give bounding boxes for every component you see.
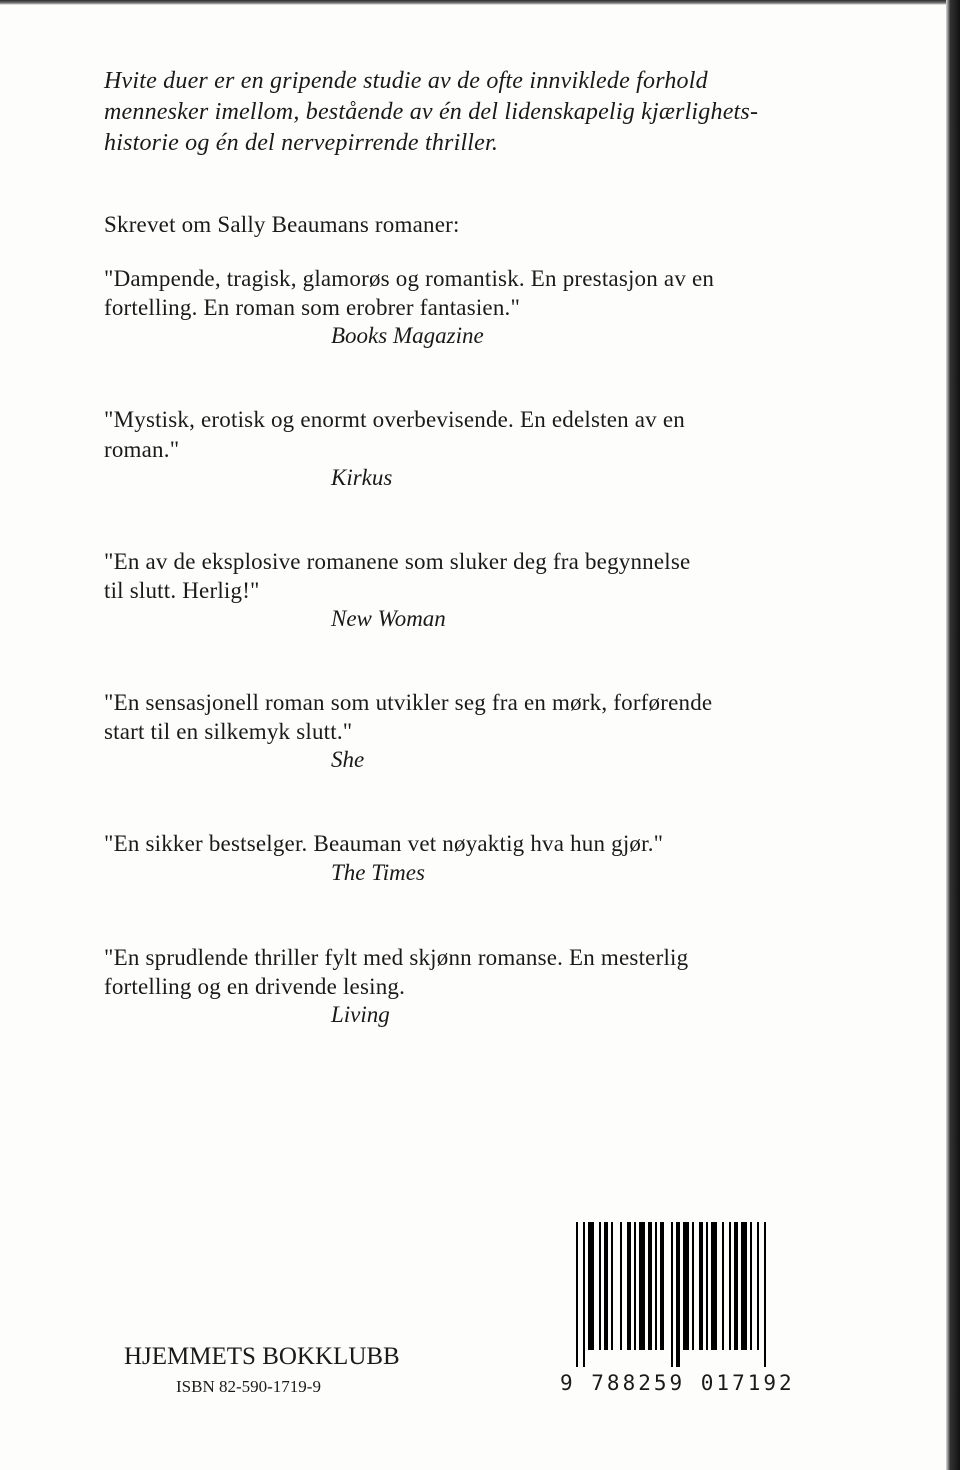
barcode-bar — [604, 1222, 608, 1350]
quote-source: She — [331, 747, 365, 772]
barcode-bar — [734, 1222, 738, 1350]
barcode — [562, 1222, 787, 1370]
barcode-number: 9 788259 017192 — [560, 1371, 795, 1395]
quote-line: start til en silkemyk slutt." — [104, 719, 353, 744]
blurb-line: historie og én del nervepirrende thriller. — [104, 130, 499, 156]
quote-line: "En sprudlende thriller fylt med skjønn romanse. En mesterlig — [104, 945, 689, 970]
barcode-bar — [634, 1222, 636, 1350]
barcode-bar — [764, 1222, 766, 1367]
reviews-heading: Skrevet om Sally Beaumans romaner: — [104, 212, 460, 237]
quote-source: Books Magazine — [331, 323, 484, 348]
quote-line: roman." — [104, 437, 180, 462]
barcode-bar — [627, 1222, 631, 1350]
barcode-bar — [671, 1222, 673, 1367]
barcode-bar — [620, 1222, 622, 1350]
blurb-line: mennesker imellom, bestående av én del lidenskapelig kjærlighets- — [104, 99, 759, 125]
barcode-bar — [599, 1222, 601, 1350]
barcode-bar — [648, 1222, 652, 1350]
barcode-bar — [757, 1222, 759, 1350]
barcode-bar — [639, 1222, 645, 1350]
barcode-bar — [683, 1222, 689, 1350]
quote-line: "En sikker bestselger. Beauman vet nøyaktig hva hun gjør." — [104, 831, 664, 856]
barcode-bar — [583, 1222, 585, 1367]
barcode-bar — [706, 1222, 708, 1350]
quote-line: "En av de eksplosive romanene som sluker deg fra begynnelse — [104, 549, 691, 574]
cover-top-edge — [0, 0, 960, 5]
barcode-bar — [655, 1222, 657, 1350]
barcode-bar — [750, 1222, 752, 1350]
quote-line: fortelling. En roman som erobrer fantasien." — [104, 295, 521, 320]
blurb-line: Hvite duer er en gripende studie av de ofte innviklede forhold — [104, 68, 708, 94]
quote-source: Living — [331, 1002, 390, 1027]
quote-line: til slutt. Herlig!" — [104, 578, 260, 603]
quote-source: Kirkus — [331, 465, 393, 490]
barcode-bar — [660, 1222, 664, 1350]
barcode-bar — [576, 1222, 578, 1367]
publisher: HJEMMETS BOKKLUBB — [124, 1343, 400, 1370]
barcode-bar — [711, 1222, 717, 1350]
barcode-bar — [699, 1222, 703, 1350]
quote-source: The Times — [331, 860, 425, 885]
barcode-bar — [729, 1222, 731, 1350]
isbn: ISBN 82-590-1719-9 — [176, 1377, 321, 1396]
barcode-bar — [676, 1222, 680, 1367]
quote-source: New Woman — [331, 606, 446, 631]
barcode-bar — [611, 1222, 613, 1350]
barcode-bar — [692, 1222, 694, 1350]
barcode-bar — [588, 1222, 594, 1350]
barcode-bar — [741, 1222, 747, 1350]
cover-right-edge — [946, 0, 960, 1470]
quote-line: fortelling og en drivende lesing. — [104, 974, 406, 999]
quote-line: "Dampende, tragisk, glamorøs og romantisk. En prestasjon av en — [104, 266, 715, 291]
quote-line: "En sensasjonell roman som utvikler seg fra en mørk, forførende — [104, 690, 713, 715]
barcode-bar — [722, 1222, 724, 1350]
quote-line: "Mystisk, erotisk og enormt overbevisende. En edelsten av en — [104, 407, 685, 432]
